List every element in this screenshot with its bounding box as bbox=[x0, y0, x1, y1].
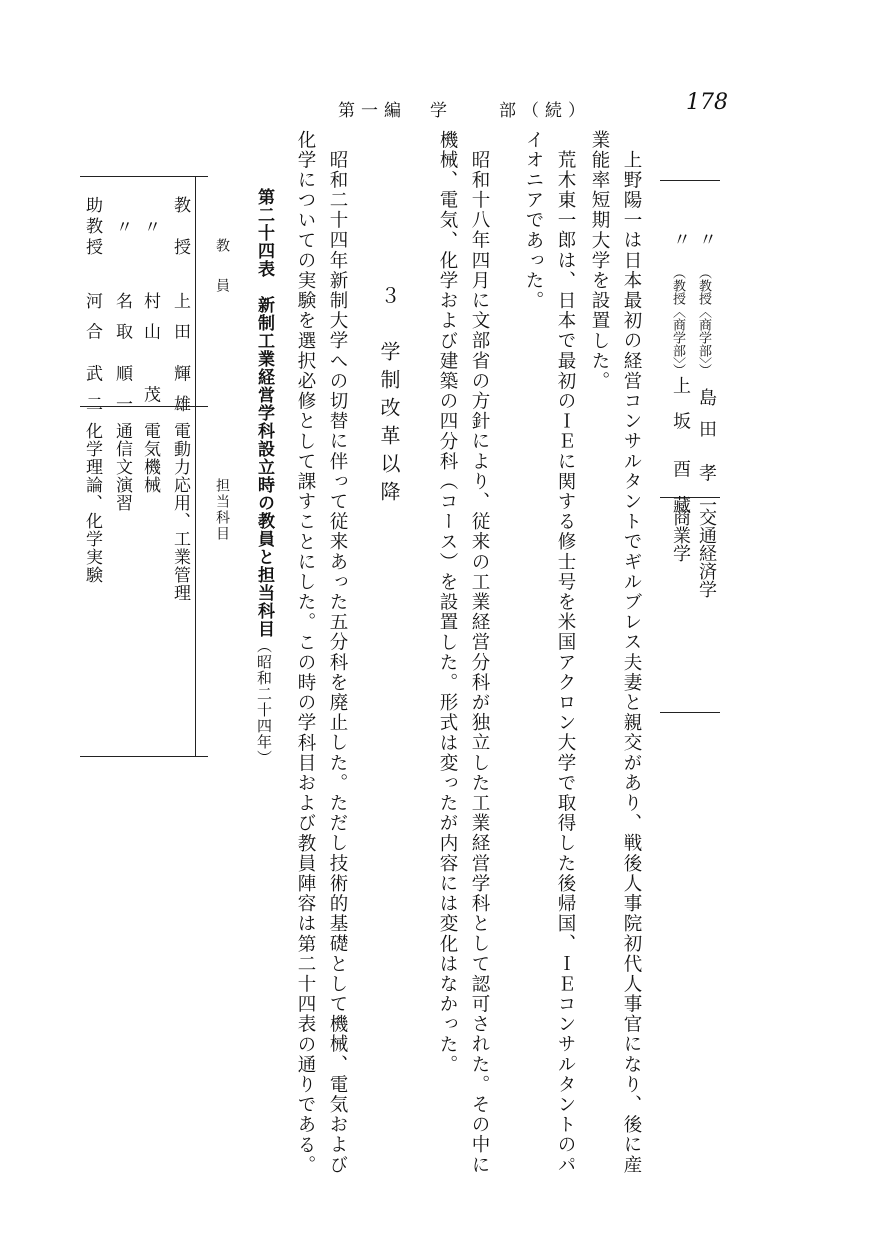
rank-label: （教授〈商学部〉） bbox=[670, 266, 685, 377]
ditto-mark: 〃 bbox=[696, 230, 717, 248]
table-header-rule bbox=[195, 176, 196, 756]
rank-label: （教授〈商学部〉） bbox=[696, 266, 711, 377]
subject-cell: 化学理論、化学実験 bbox=[82, 422, 102, 584]
section-heading: ３ 学制改革以降 bbox=[377, 285, 401, 509]
text-line: 上野陽一は日本最初の経営コンサルタントでギルブレス夫妻と親交があり、戦後人事院初代人事官になり、後に産 bbox=[621, 150, 642, 1176]
name-cell: 上 田 輝 雄 bbox=[170, 292, 190, 416]
table-caption bbox=[252, 188, 277, 766]
table-rule-bottom bbox=[660, 712, 720, 713]
table-caption-era: （昭和二十四年） bbox=[255, 638, 273, 766]
subject-cell: 電動力応用、工業管理 bbox=[170, 422, 190, 602]
staff-name: 島 田 孝 一 bbox=[696, 388, 717, 518]
name-cell: 村 山 茂 bbox=[140, 292, 160, 407]
rank-cell: 教 授 bbox=[170, 196, 190, 259]
rank-cell: 〃 bbox=[140, 218, 160, 239]
table-rule-top bbox=[80, 176, 208, 177]
subject-cell: 商業学 bbox=[670, 508, 691, 562]
table-rule-bottom bbox=[80, 756, 208, 757]
text-line: 業能率短期大学を設置した。 bbox=[589, 130, 610, 392]
name-cell: 河 合 武 二 bbox=[82, 292, 102, 416]
staff-name: 上 坂 酉 藏 bbox=[670, 376, 691, 520]
subject-cell: 通信文演習 bbox=[112, 422, 132, 512]
subject-cell: 交通経済学 bbox=[696, 508, 717, 598]
column-header-subject: 担当科目 bbox=[214, 478, 230, 542]
page-number: 178 bbox=[686, 90, 728, 115]
subject-cell: 電気機械 bbox=[140, 422, 160, 494]
table-rule-top bbox=[660, 180, 720, 181]
rank-cell: 〃 bbox=[112, 218, 132, 239]
text-line: 昭和十八年四月に文部省の方針により、従来の工業経営分科が独立した工業経営学科として認可された。その中に bbox=[469, 150, 490, 1176]
rank-cell: 助教授 bbox=[82, 196, 102, 259]
text-line: イオニアであった。 bbox=[523, 130, 544, 311]
text-line: 機械、電気、化学および建築の四分科（コース）を設置した。形式は変ったが内容には変化はなかった。 bbox=[437, 130, 458, 1075]
name-cell: 名 取 順 一 bbox=[112, 292, 132, 416]
column-header-teacher: 教 員 bbox=[214, 238, 230, 298]
running-header-title: 第一編 学 部（続） bbox=[338, 101, 591, 121]
text-line: 荒木東一郎は、日本で最初のＩＥに関する修士号を米国アクロン大学で取得した後帰国、ＩＥコンサルタントのパ bbox=[555, 150, 576, 1176]
ditto-mark: 〃 bbox=[670, 230, 691, 248]
table-caption-title: 第二十四表 新制工業経営学科設立時の教員と担当科目 bbox=[254, 188, 274, 638]
text-line: 昭和二十四年新制大学への切替に伴って従来あった五分科を廃止した。ただし技術的基礎として機械、電気および bbox=[327, 150, 348, 1176]
text-line: 化学についての実験を選択必修として課すことにした。この時の学科目および教員陣容は第二十四表の通りである。 bbox=[295, 130, 316, 1176]
